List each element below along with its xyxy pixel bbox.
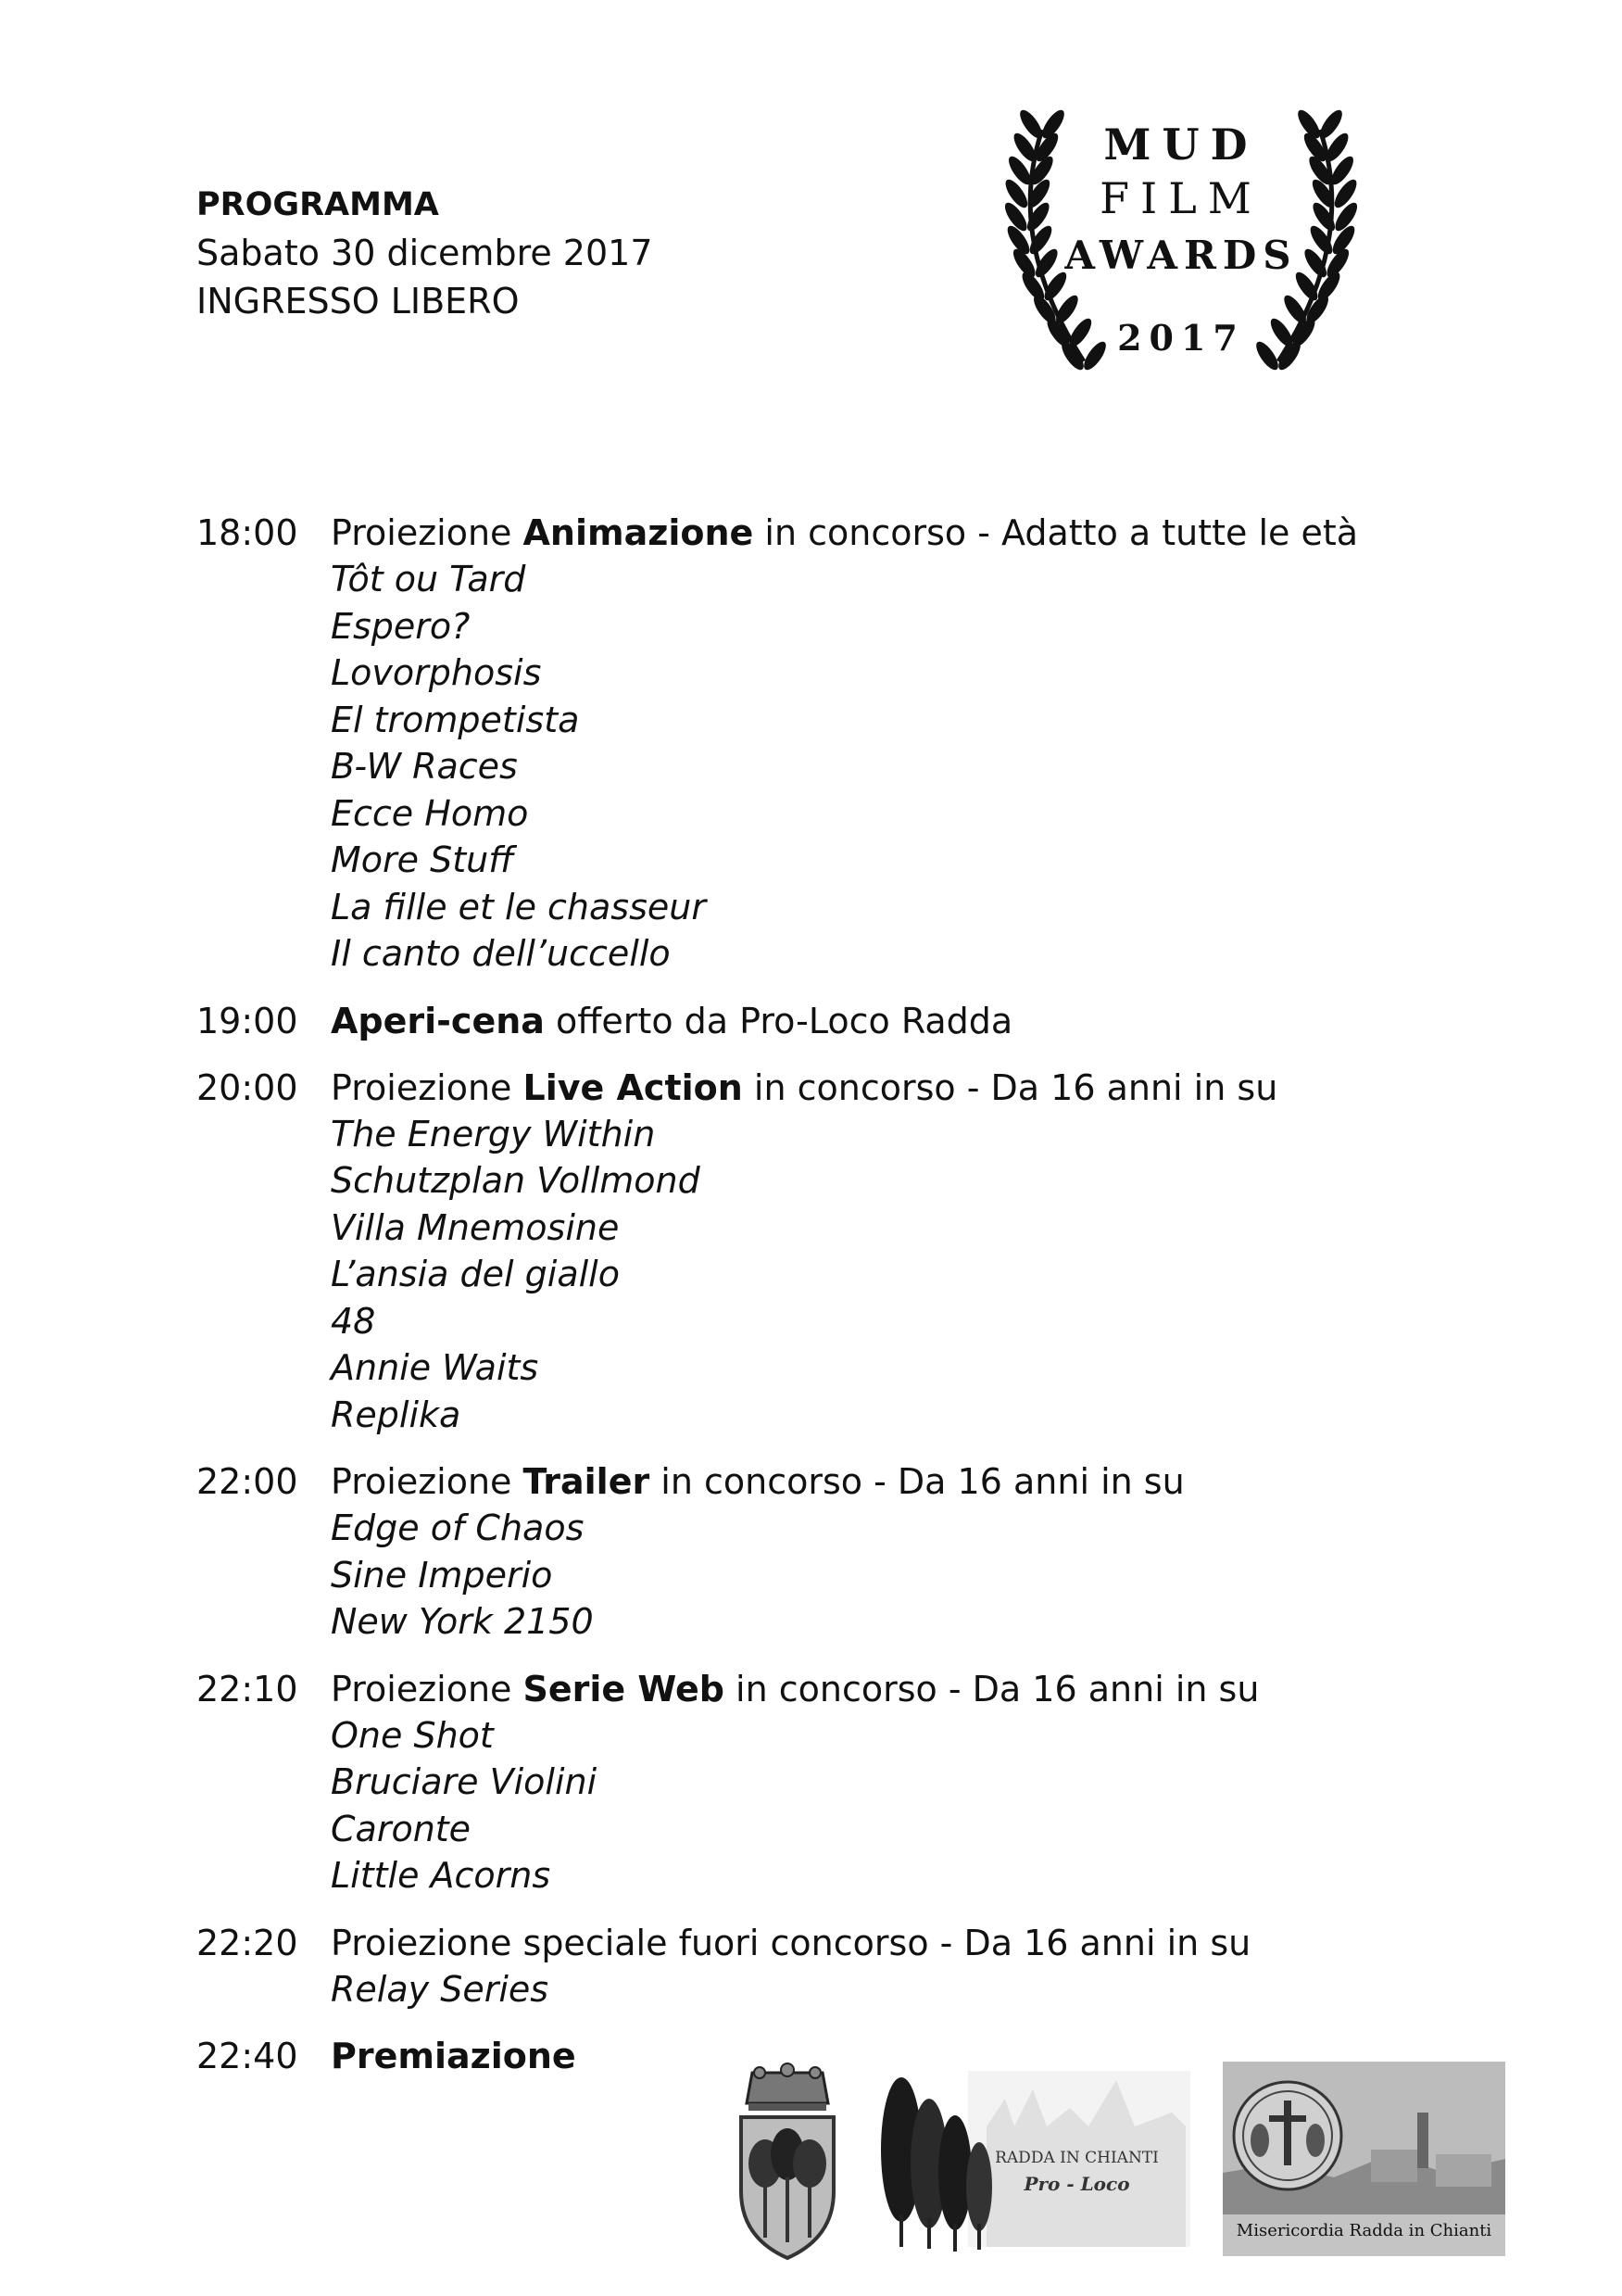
- event-time: 19:00: [196, 1000, 298, 1041]
- event-pre-text: Proiezione: [331, 512, 523, 553]
- film-title: La fille et le chasseur: [331, 886, 706, 927]
- entry-note: INGRESSO LIBERO: [196, 281, 520, 322]
- event-description: [331, 998, 1493, 1044]
- program-date: Sabato 30 dicembre 2017: [196, 233, 653, 273]
- film-list: [331, 556, 1493, 978]
- proloco-name: RADDA IN CHIANTI: [995, 2149, 1159, 2167]
- logo-line3: AWARDS: [1064, 233, 1298, 278]
- misericordia-label: Misericordia Radda in Chianti: [1236, 2221, 1492, 2240]
- film-title: Bruciare Violini: [331, 1761, 597, 1802]
- film-title: More Stuff: [331, 839, 514, 880]
- proloco-subtitle: Pro - Loco: [1024, 2173, 1130, 2195]
- event-time: 18:00: [196, 512, 298, 553]
- event-bold-text: Trailer: [522, 1461, 650, 1502]
- event-time: 20:00: [196, 1066, 298, 1108]
- event-post-text: in concorso - Adatto a tutte le età: [753, 512, 1359, 553]
- film-title: 48: [331, 1300, 376, 1342]
- program-event: [196, 1666, 1493, 1899]
- film-list: [331, 1111, 1493, 1439]
- event-bold-text: Serie Web: [522, 1668, 724, 1709]
- film-list: [331, 1966, 1493, 2013]
- mud-film-awards-logo: [1000, 102, 1362, 389]
- event-body: [331, 1458, 1493, 1646]
- event-description: [331, 1666, 1493, 1712]
- event-post-text: offerto da Pro-Loco Radda: [544, 1000, 1013, 1041]
- film-title: Tôt ou Tard: [331, 559, 526, 599]
- film-title: Espero?: [331, 605, 471, 647]
- film-title: Il canto dell’uccello: [331, 933, 671, 974]
- film-title: Little Acorns: [331, 1855, 551, 1896]
- program-list: [196, 510, 1493, 2100]
- proloco-label: [977, 2145, 1176, 2197]
- event-time: 22:10: [196, 1668, 298, 1709]
- film-title: Schutzplan Vollmond: [331, 1160, 700, 1201]
- event-description: [331, 510, 1493, 556]
- film-title: Relay Series: [331, 1968, 549, 2010]
- film-title: The Energy Within: [331, 1113, 656, 1154]
- film-title: Edge of Chaos: [331, 1508, 585, 1548]
- event-post-text: in concorso - Da 16 anni in su: [742, 1066, 1278, 1108]
- film-title: Lovorphosis: [331, 652, 542, 693]
- event-body: [331, 510, 1493, 978]
- program-event: [196, 510, 1493, 978]
- event-body: [331, 1920, 1493, 2013]
- film-title: New York 2150: [331, 1601, 594, 1642]
- event-time: 22:20: [196, 1922, 298, 1963]
- film-title: Replika: [331, 1394, 461, 1435]
- film-title: Caronte: [331, 1808, 472, 1849]
- event-description: [331, 1920, 1493, 1966]
- event-time: 22:00: [196, 1461, 298, 1502]
- event-description: [331, 1458, 1493, 1505]
- film-title: One Shot: [331, 1714, 494, 1756]
- event-time: 22:40: [196, 2036, 298, 2076]
- logo-line2: FILM: [1100, 173, 1263, 223]
- event-pre-text: Proiezione: [331, 1461, 523, 1502]
- event-bold-text: Animazione: [522, 512, 754, 553]
- film-list: [331, 1505, 1493, 1646]
- event-pre-text: Proiezione: [331, 1066, 523, 1108]
- event-description: [331, 1065, 1493, 1111]
- film-title: Ecce Homo: [331, 792, 529, 834]
- film-title: Villa Mnemosine: [331, 1206, 620, 1248]
- event-pre-text: Proiezione speciale fuori concorso - Da 16 anni in su: [331, 1922, 1251, 1963]
- program-event: [196, 1065, 1493, 1439]
- program-header: [196, 181, 653, 325]
- program-title: PROGRAMMA: [196, 186, 439, 223]
- event-body: [331, 1065, 1493, 1439]
- event-pre-text: Proiezione: [331, 1668, 523, 1709]
- event-bold-text: Premiazione: [331, 2036, 576, 2076]
- program-event: [196, 998, 1493, 1044]
- event-post-text: in concorso - Da 16 anni in su: [649, 1461, 1185, 1502]
- event-body: [331, 998, 1493, 1044]
- event-post-text: in concorso - Da 16 anni in su: [723, 1668, 1260, 1709]
- logo-year: 2017: [1117, 317, 1245, 359]
- event-body: [331, 1666, 1493, 1899]
- radda-crest-icon: [732, 2062, 843, 2261]
- sponsor-logos: [732, 2062, 1510, 2261]
- film-title: El trompetista: [331, 699, 580, 740]
- program-event: [196, 1458, 1493, 1646]
- film-title: B-W Races: [331, 746, 518, 787]
- film-title: Sine Imperio: [331, 1554, 553, 1596]
- film-list: [331, 1712, 1493, 1899]
- event-bold-text: Live Action: [522, 1066, 743, 1108]
- program-event: [196, 1920, 1493, 2013]
- logo-line1: MUD: [1103, 120, 1259, 170]
- event-bold-text: Aperi-cena: [331, 1000, 545, 1041]
- film-title: Annie Waits: [331, 1347, 539, 1388]
- film-title: L’ansia del giallo: [331, 1254, 620, 1294]
